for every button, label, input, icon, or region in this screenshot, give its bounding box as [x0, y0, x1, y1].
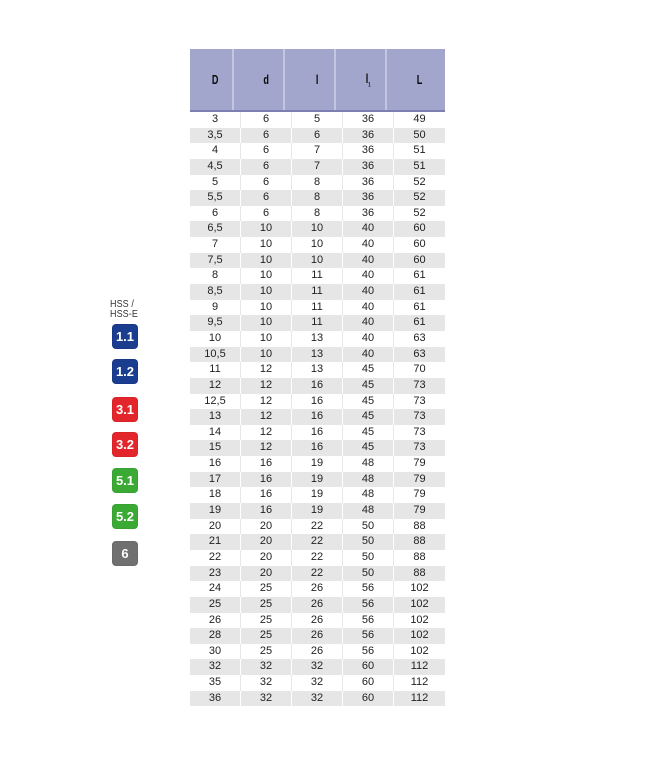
- table-cell: 13: [292, 347, 343, 363]
- table-cell: 20: [190, 519, 241, 535]
- table-cell: 40: [343, 253, 394, 269]
- table-cell: 19: [292, 487, 343, 503]
- table-row: [190, 597, 445, 613]
- table-cell: 10: [292, 237, 343, 253]
- table-cell: 8,5: [190, 284, 241, 300]
- table-cell: 5: [190, 175, 241, 191]
- table-cell: 36: [190, 691, 241, 707]
- table-cell: 60: [343, 675, 394, 691]
- table-cell: 8: [190, 268, 241, 284]
- table-cell: 25: [241, 644, 292, 660]
- table-cell: 32: [292, 675, 343, 691]
- table-cell: 10: [241, 284, 292, 300]
- table-row: [190, 409, 445, 425]
- badge-5-2: 5.2: [112, 504, 138, 529]
- table-row: [190, 378, 445, 394]
- column-header-D: D: [198, 49, 234, 110]
- table-row: [190, 268, 445, 284]
- table-cell: 26: [292, 597, 343, 613]
- table-cell: 52: [413, 191, 426, 204]
- table-cell: 112: [410, 660, 429, 673]
- table-cell: 12: [241, 440, 292, 456]
- table-cell: 32: [292, 691, 343, 707]
- table-cell: 12,5: [190, 394, 241, 410]
- table-row: [190, 644, 445, 660]
- table-row: [190, 550, 445, 566]
- table-cell: 50: [413, 128, 426, 141]
- table-row: [190, 331, 445, 347]
- table-cell: 17: [190, 472, 241, 488]
- table-row: [190, 143, 445, 159]
- table-row: [190, 284, 445, 300]
- table-cell: 36: [343, 128, 394, 144]
- table-cell: 16: [292, 409, 343, 425]
- table-cell: 102: [410, 629, 429, 642]
- table-cell: 50: [343, 534, 394, 550]
- table-cell: 25: [190, 597, 241, 613]
- table-cell: 3,5: [190, 128, 241, 144]
- table-cell: 73: [413, 378, 426, 391]
- table-cell: 32: [190, 659, 241, 675]
- table-cell: 10: [241, 331, 292, 347]
- table-cell: 56: [343, 581, 394, 597]
- table-cell: 20: [241, 534, 292, 550]
- table-cell: 20: [241, 519, 292, 535]
- table-cell: 23: [190, 566, 241, 582]
- table-cell: 73: [413, 441, 426, 454]
- table-cell: 26: [292, 581, 343, 597]
- table-cell: 10: [292, 221, 343, 237]
- table-cell: 21: [190, 534, 241, 550]
- table-cell: 20: [241, 550, 292, 566]
- table-cell: 26: [292, 613, 343, 629]
- table-row: [190, 237, 445, 253]
- table-cell: 25: [241, 597, 292, 613]
- table-row: [190, 221, 445, 237]
- table-cell: 49: [413, 113, 426, 125]
- table-cell: 112: [410, 691, 429, 704]
- table-cell: 12: [241, 394, 292, 410]
- table-cell: 88: [413, 550, 426, 563]
- table-cell: 36: [343, 143, 394, 159]
- table-cell: 36: [343, 206, 394, 222]
- table-cell: 48: [343, 503, 394, 519]
- table-cell: 61: [413, 316, 426, 329]
- table-cell: 63: [413, 331, 426, 344]
- table-cell: 7,5: [190, 253, 241, 269]
- table-row: [190, 159, 445, 175]
- table-cell: 11: [292, 315, 343, 331]
- table-cell: 7: [292, 159, 343, 175]
- table-cell: 56: [343, 613, 394, 629]
- table-row: [190, 581, 445, 597]
- table-cell: 8: [292, 190, 343, 206]
- table-cell: 6: [241, 175, 292, 191]
- table-cell: 56: [343, 628, 394, 644]
- table-cell: 5,5: [190, 190, 241, 206]
- table-cell: 15: [190, 440, 241, 456]
- table-cell: 6: [241, 159, 292, 175]
- table-cell: 32: [292, 659, 343, 675]
- table-cell: 60: [343, 691, 394, 707]
- table-cell: 52: [413, 206, 426, 219]
- table-cell: 51: [413, 159, 426, 172]
- table-cell: 11: [190, 362, 241, 378]
- table-cell: 6: [241, 112, 292, 128]
- table-row: [190, 628, 445, 644]
- table-row: [190, 175, 445, 191]
- badge-6: 6: [112, 541, 138, 566]
- table-cell: 10: [241, 347, 292, 363]
- table-cell: 10: [292, 253, 343, 269]
- table-cell: 18: [190, 487, 241, 503]
- table-cell: 8: [292, 206, 343, 222]
- table-cell: 112: [410, 676, 429, 689]
- material-legend: [110, 299, 144, 561]
- table-cell: 45: [343, 362, 394, 378]
- column-header-l: l: [300, 49, 336, 110]
- table-cell: 40: [343, 237, 394, 253]
- table-row: [190, 659, 445, 675]
- table-cell: 35: [190, 675, 241, 691]
- table-cell: 12: [190, 378, 241, 394]
- table-cell: 26: [292, 628, 343, 644]
- table-cell: 5: [292, 112, 343, 128]
- table-row: [190, 206, 445, 222]
- table-row: [190, 440, 445, 456]
- table-cell: 88: [413, 535, 426, 548]
- table-row: [190, 675, 445, 691]
- table-cell: 73: [413, 410, 426, 423]
- table-cell: 26: [190, 613, 241, 629]
- table-cell: 12: [241, 378, 292, 394]
- table-cell: 88: [413, 566, 426, 579]
- table-cell: 9: [190, 300, 241, 316]
- table-cell: 79: [413, 488, 426, 501]
- table-row: [190, 190, 445, 206]
- table-cell: 45: [343, 409, 394, 425]
- table-row: [190, 613, 445, 629]
- table-cell: 11: [292, 268, 343, 284]
- table-cell: 52: [413, 175, 426, 188]
- table-row: [190, 503, 445, 519]
- table-cell: 10: [241, 268, 292, 284]
- table-cell: 50: [343, 519, 394, 535]
- table-cell: 40: [343, 284, 394, 300]
- table-cell: 48: [343, 487, 394, 503]
- table-cell: 13: [190, 409, 241, 425]
- table-cell: 16: [241, 487, 292, 503]
- table-row: [190, 487, 445, 503]
- table-cell: 60: [413, 222, 426, 235]
- table-cell: 25: [241, 628, 292, 644]
- table-cell: 12: [241, 362, 292, 378]
- column-header-l1-label: $l_1$: [365, 70, 371, 89]
- table-cell: 3: [190, 112, 241, 128]
- table-cell: 48: [343, 472, 394, 488]
- table-cell: 60: [343, 659, 394, 675]
- badge-1-1: 1.1: [112, 324, 138, 349]
- table-cell: 40: [343, 221, 394, 237]
- table-cell: 4: [190, 143, 241, 159]
- table-cell: 11: [292, 300, 343, 316]
- table-cell: 102: [410, 582, 429, 595]
- table-cell: 22: [292, 519, 343, 535]
- table-cell: 45: [343, 440, 394, 456]
- table-cell: 79: [413, 472, 426, 485]
- table-header: [190, 49, 445, 110]
- badge-3-1: 3.1: [112, 397, 138, 422]
- table-cell: 88: [413, 519, 426, 532]
- table-cell: 40: [343, 331, 394, 347]
- table-cell: 25: [241, 613, 292, 629]
- table-cell: 20: [241, 566, 292, 582]
- table-cell: 73: [413, 425, 426, 438]
- table-cell: 61: [413, 300, 426, 313]
- table-cell: 36: [343, 112, 394, 128]
- table-cell: 32: [241, 675, 292, 691]
- table-cell: 32: [241, 691, 292, 707]
- table-cell: 25: [241, 581, 292, 597]
- table-cell: 73: [413, 394, 426, 407]
- column-header-L: L: [416, 72, 423, 87]
- table-row: [190, 691, 445, 707]
- table-cell: 19: [292, 503, 343, 519]
- table-cell: 12: [241, 409, 292, 425]
- table-row: [190, 128, 445, 144]
- table-cell: 19: [292, 472, 343, 488]
- table-cell: 40: [343, 347, 394, 363]
- table-cell: 45: [343, 425, 394, 441]
- table-cell: 16: [190, 456, 241, 472]
- table-cell: 51: [413, 144, 426, 157]
- table-cell: 50: [343, 566, 394, 582]
- table-cell: 48: [343, 456, 394, 472]
- table-cell: 6: [241, 143, 292, 159]
- table-cell: 10: [241, 253, 292, 269]
- badge-3-2: 3.2: [112, 432, 138, 457]
- table-cell: 26: [292, 644, 343, 660]
- table-cell: 22: [292, 534, 343, 550]
- table-cell: 22: [190, 550, 241, 566]
- table-cell: 19: [292, 456, 343, 472]
- table-cell: 36: [343, 190, 394, 206]
- table-row: [190, 394, 445, 410]
- table-cell: 50: [343, 550, 394, 566]
- table-cell: 10,5: [190, 347, 241, 363]
- table-cell: 24: [190, 581, 241, 597]
- table-cell: 19: [190, 503, 241, 519]
- table-cell: 10: [190, 331, 241, 347]
- table-cell: 16: [292, 378, 343, 394]
- table-cell: 28: [190, 628, 241, 644]
- column-header-d: d: [249, 49, 285, 110]
- table-cell: 6,5: [190, 221, 241, 237]
- column-header-l1: [351, 49, 387, 110]
- table-cell: 10: [241, 237, 292, 253]
- table-cell: 6: [241, 190, 292, 206]
- table-cell: 13: [292, 331, 343, 347]
- table-cell: 102: [410, 613, 429, 626]
- legend-title: [110, 300, 141, 320]
- table-row: [190, 425, 445, 441]
- table-row: [190, 519, 445, 535]
- table-cell: 40: [343, 300, 394, 316]
- table-cell: 6: [241, 128, 292, 144]
- table-cell: 12: [241, 425, 292, 441]
- table-cell: 11: [292, 284, 343, 300]
- table-cell: 22: [292, 550, 343, 566]
- table-cell: 13: [292, 362, 343, 378]
- table-row: [190, 112, 445, 128]
- table-cell: 16: [292, 425, 343, 441]
- table-cell: 16: [292, 440, 343, 456]
- table-cell: 45: [343, 378, 394, 394]
- table-cell: 56: [343, 597, 394, 613]
- table-cell: 102: [410, 644, 429, 657]
- dimension-table: [190, 49, 445, 706]
- table-cell: 40: [343, 315, 394, 331]
- legend-title-line2: HSS-E: [110, 309, 138, 320]
- table-cell: 79: [413, 457, 426, 470]
- table-cell: 16: [241, 503, 292, 519]
- table-cell: 102: [410, 597, 429, 610]
- table-cell: 60: [413, 238, 426, 251]
- table-cell: 8: [292, 175, 343, 191]
- table-row: [190, 347, 445, 363]
- table-cell: 6: [292, 128, 343, 144]
- table-cell: 10: [241, 300, 292, 316]
- table-row: [190, 534, 445, 550]
- legend-title-line1: HSS /: [110, 299, 134, 310]
- table-row: [190, 362, 445, 378]
- table-cell: 7: [190, 237, 241, 253]
- table-row: [190, 300, 445, 316]
- badge-5-1: 5.1: [112, 468, 138, 493]
- table-cell: 70: [413, 363, 426, 376]
- table-cell: 79: [413, 504, 426, 517]
- table-cell: 36: [343, 159, 394, 175]
- table-cell: 4,5: [190, 159, 241, 175]
- table-cell: 63: [413, 347, 426, 360]
- table-cell: 10: [241, 315, 292, 331]
- table-row: [190, 315, 445, 331]
- table-cell: 6: [190, 206, 241, 222]
- table-row: [190, 472, 445, 488]
- table-cell: 16: [241, 456, 292, 472]
- table-cell: 36: [343, 175, 394, 191]
- table-cell: 6: [241, 206, 292, 222]
- table-cell: 7: [292, 143, 343, 159]
- table-cell: 22: [292, 566, 343, 582]
- table-cell: 16: [241, 472, 292, 488]
- table-cell: 56: [343, 644, 394, 660]
- table-cell: 30: [190, 644, 241, 660]
- table-cell: 10: [241, 221, 292, 237]
- table-cell: 61: [413, 285, 426, 298]
- table-cell: 9,5: [190, 315, 241, 331]
- table-cell: 45: [343, 394, 394, 410]
- table-cell: 40: [343, 268, 394, 284]
- table-body: [190, 112, 445, 706]
- table-row: [190, 566, 445, 582]
- table-row: [190, 253, 445, 269]
- table-cell: 61: [413, 269, 426, 282]
- table-cell: 32: [241, 659, 292, 675]
- badge-1-2: 1.2: [112, 359, 138, 384]
- table-cell: 16: [292, 394, 343, 410]
- table-cell: 14: [190, 425, 241, 441]
- table-row: [190, 456, 445, 472]
- table-cell: 60: [413, 253, 426, 266]
